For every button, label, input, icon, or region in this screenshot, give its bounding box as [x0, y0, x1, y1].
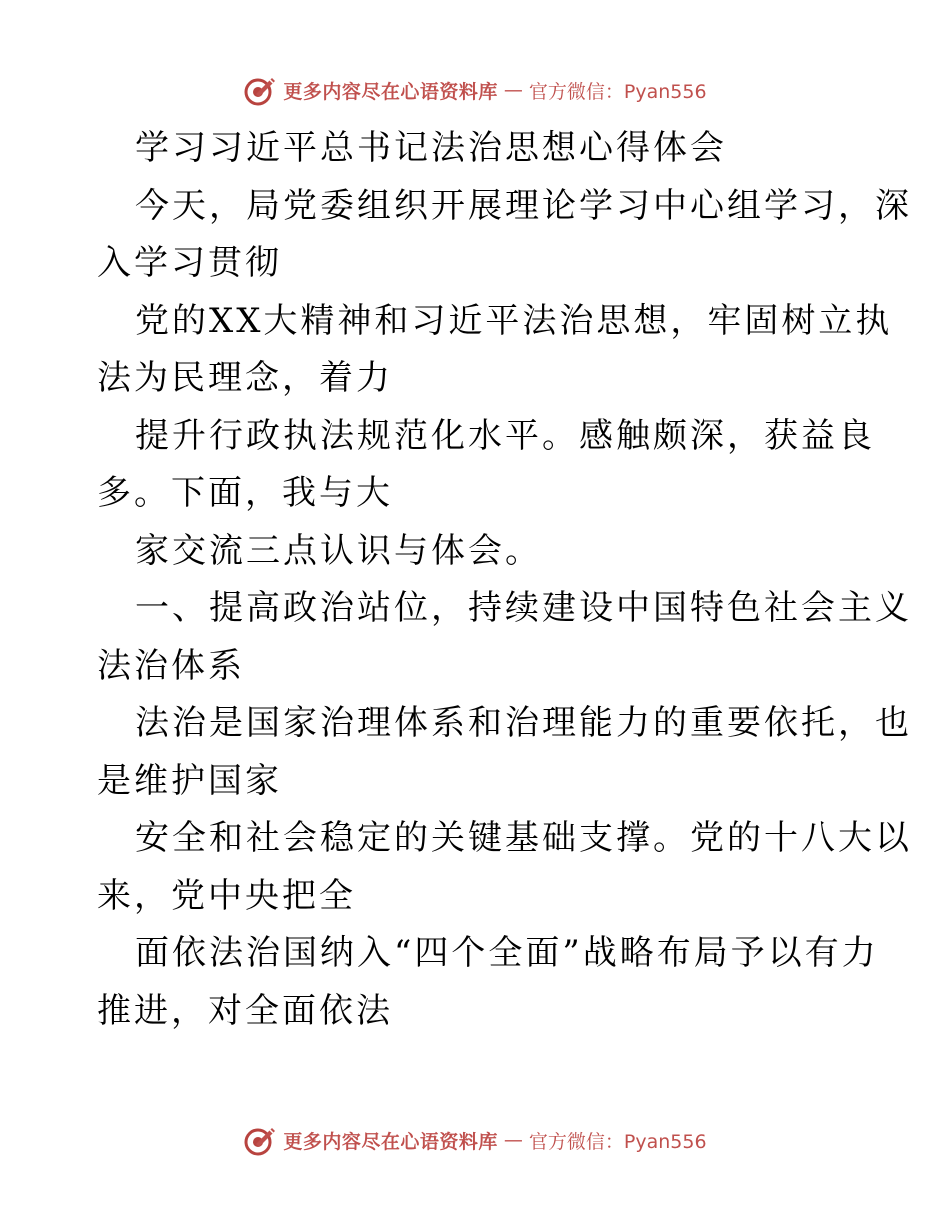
document-body	[97, 120, 912, 1040]
paragraph-line: 今天，局党委组织开展理论学习中心组学习，深	[135, 185, 912, 226]
footer-separator: —	[503, 1129, 523, 1151]
paragraph-line: 家交流三点认识与体会。	[135, 530, 542, 571]
header-contact-text: 官方微信：Pyan556	[528, 80, 707, 103]
paragraph-line: 多。下面，我与大	[97, 473, 393, 513]
section-heading-continued: 法治体系	[97, 645, 245, 686]
paragraph-line: 推进，对全面依法	[97, 990, 393, 1031]
footer-site-text: 更多内容尽在心语资料库	[283, 1130, 498, 1153]
paragraph-line: 面依法治国纳入“四个全面”战略布局予以有力	[135, 933, 879, 973]
paragraph-line: 党的XX大精神和习近平法治思想，牢固树立执	[135, 300, 893, 341]
paragraph-line: 来，党中央把全	[97, 875, 356, 916]
pen-logo-icon	[243, 73, 277, 107]
footer-contact-text: 官方微信：Pyan556	[528, 1130, 707, 1153]
header-separator: —	[503, 79, 523, 101]
paragraph-line: 法为民理念，着力	[97, 358, 393, 398]
paragraph-line: 提升行政执法规范化水平。感触颇深，获益良	[135, 415, 875, 456]
footer-banner	[0, 1120, 950, 1160]
paragraph-line: 法治是国家治理体系和治理能力的重要依托，也	[135, 703, 912, 743]
pen-logo-icon	[243, 1123, 277, 1157]
header-banner	[0, 70, 950, 110]
paragraph-line: 是维护国家	[97, 760, 282, 801]
paragraph-line: 安全和社会稳定的关键基础支撑。党的十八大以	[135, 818, 912, 858]
header-site-text: 更多内容尽在心语资料库	[283, 80, 498, 103]
paragraph-line: 入学习贯彻	[97, 243, 282, 283]
document-title: 学习习近平总书记法治思想心得体会	[135, 128, 727, 168]
section-heading: 一、提高政治站位，持续建设中国特色社会主义	[135, 588, 912, 628]
